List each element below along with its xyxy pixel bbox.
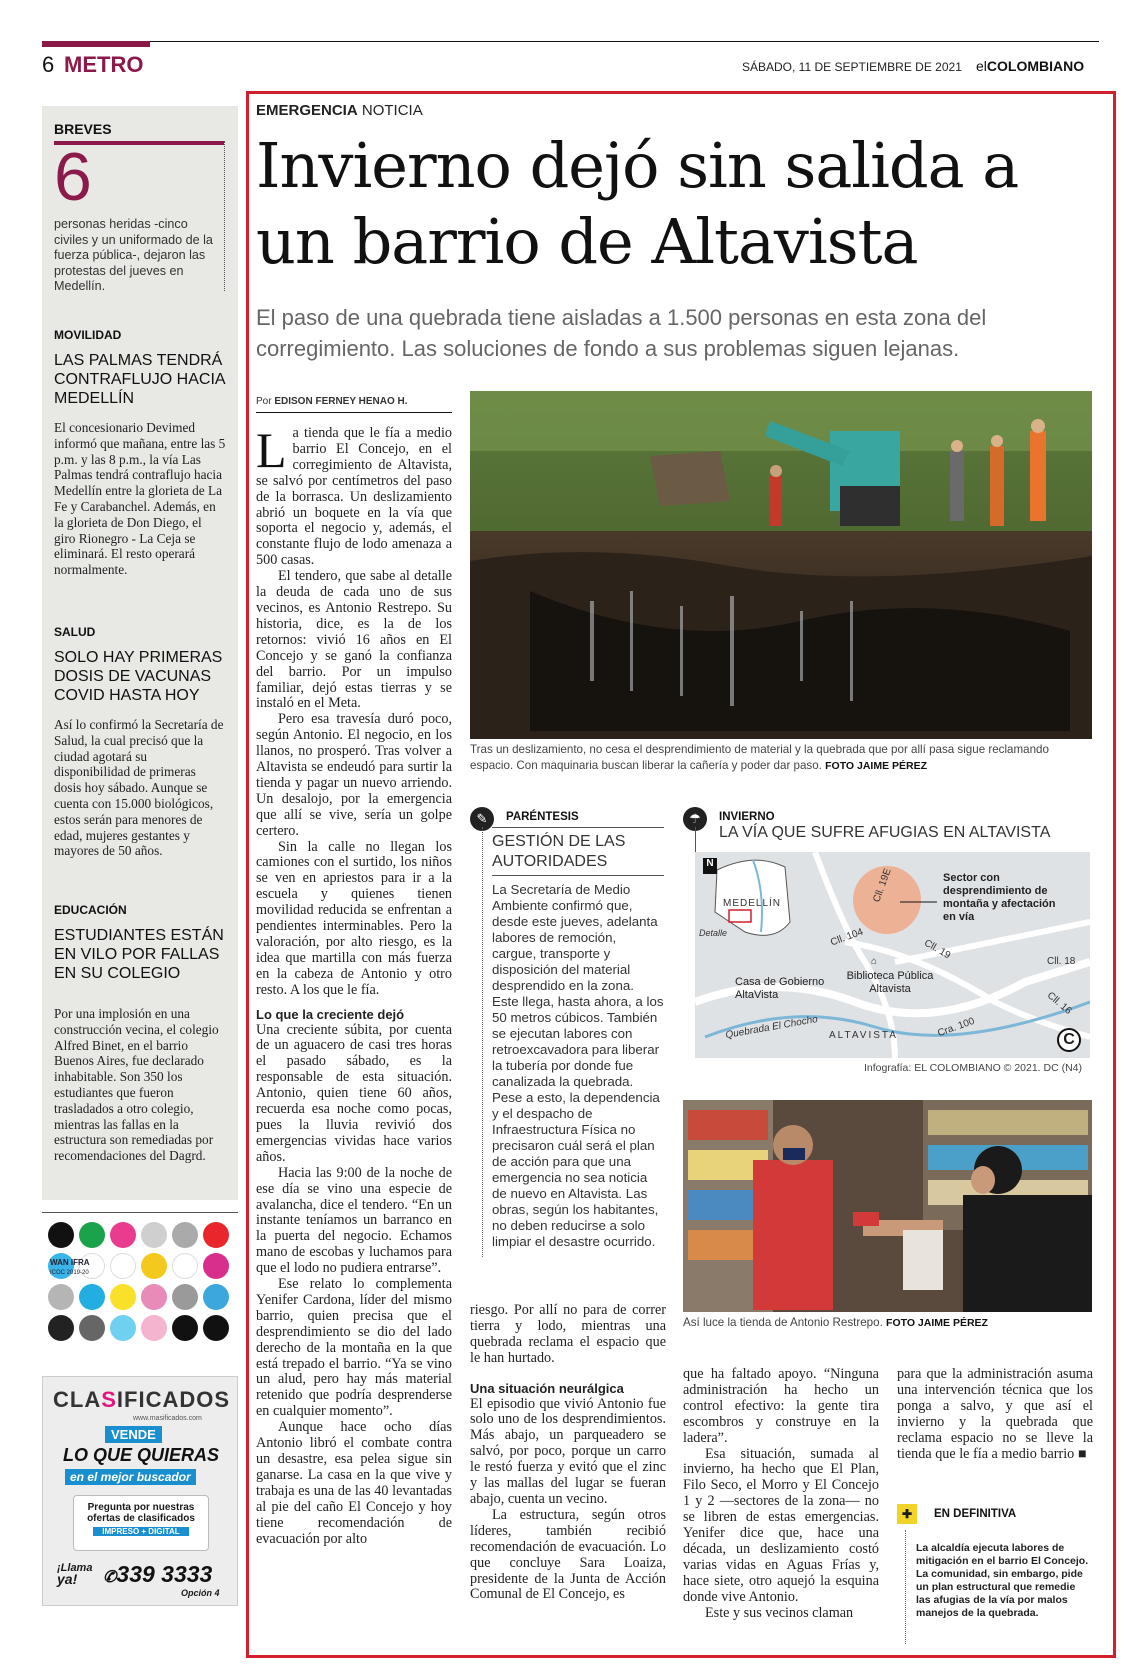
map-label-cll104: Cll. 104 [829, 926, 865, 949]
invierno-title: LA VÍA QUE SUFRE AFUGIAS EN ALTAVISTA [719, 824, 1051, 841]
ad-promo-1: Pregunta por nuestras [87, 1502, 195, 1513]
color-swatch [48, 1222, 74, 1248]
paragraph: Pero esa travesía duró poco, según Antonio. El negocio, en los llanos, no prosperó. Tras volver a Altavista se endeudó para surtir la tienda y pagar un nuevo arriendo. Un desalojo, por la emergencia que allí se vive, sería un golpe certero. [256, 711, 452, 839]
ad-promo-tag: IMPRESO + DIGITAL [93, 1527, 189, 1536]
paragraph: La estructura, según otros líderes, también recibió recomendación de evacuación. Lo que concluye Sara Loaiza, presidente de la Junta de Acción Comunal de El Concejo, es [470, 1506, 666, 1603]
article-kicker [256, 102, 423, 119]
page-number: 6 [42, 52, 55, 77]
byline-rule [256, 412, 452, 413]
ad-headline: LO QUE QUIERAS [63, 1445, 220, 1465]
color-swatch [110, 1222, 136, 1248]
parentesis-rule [492, 827, 664, 828]
drop-cap: L [256, 422, 287, 478]
paragraph: El tendero, que sabe al detalle la deuda de cada uno de sus vecinos, es Antonio Restrepo. Su historia, dice, es la de los retornos: vivió 16 años en El Concejo y se ganó la confianza del barrio. Por un impulso familiar, dejó estas tierras y se instaló en el Meta. [256, 568, 452, 712]
headline-line-2: un barrio de Altavista [256, 205, 918, 278]
color-swatch [203, 1284, 229, 1310]
article-column-4 [897, 1367, 1093, 1462]
brief-section: MOVILIDAD [54, 328, 122, 342]
kicker-rest: NOTICIA [361, 102, 423, 119]
color-swatch [110, 1284, 136, 1310]
article-column-3 [683, 1367, 879, 1622]
infografia-credit: Infografía: EL COLOMBIANO © 2021. DC (N4) [864, 1062, 1083, 1074]
ad-option: Opción 4 [181, 1588, 220, 1598]
ad-phone [103, 1561, 212, 1588]
color-swatch [48, 1315, 74, 1341]
brief-title: LAS PALMAS TENDRÁ CONTRAFLUJO HACIA MEDELLÍN [54, 352, 225, 407]
photo1-caption [470, 742, 1092, 774]
color-swatch [172, 1284, 198, 1310]
map-label-quebrada: Quebrada El Chocho [724, 1013, 819, 1042]
parentesis-rule-2 [492, 875, 664, 876]
paragraph: Esa situación, sumada al invierno, ha hecho que El Plan, Filo Seco, el Morro y El Concejo 1 y 2 —sectores de la zona— no se libren de estas emergencias. Yenifer dice que, hace una década, un deslizamiento costó varias vidas en Aguas Frías y, hace siete, otro aquejó la esquina donde vive Antonio. [683, 1445, 879, 1605]
color-swatch [203, 1315, 229, 1341]
paragraph: Hacia las 9:00 de la noche de ese día se vino una especie de avalancha, dice el tendero. “En un instante teníamos un barranco en la puerta del negocio. Echamos mano de escobas y luchamos para que el lodo no pudiera entrarse”. [256, 1164, 452, 1277]
byline-name: EDISON FERNEY HENAO H. [274, 396, 408, 407]
north-icon: N [703, 858, 717, 874]
brief-body: Así lo confirmó la Secretaría de Salud, la cual precisó que la ciudad agotará su disponibilidad de primeras dosis hoy sábado. Aunque se cuenta con 15.000 biológicos, estos serán para menores de edad, mujeres gestantes y mayores de 50 años. [54, 717, 224, 859]
logo-prefix: el [976, 58, 987, 74]
altavista-map [695, 852, 1090, 1058]
ad-brand-a: CLA [53, 1387, 102, 1412]
brief-body: Por una implosión en una construcción vecina, el colegio Alfred Binet, en el barrio Buenos Aires, fue declarado inhabitable. Son 350 los estudiantes que fueron trasladados a otro colegio, mientras las fallas en la estructura son remediadas por recomendaciones del Dagrd. [54, 1006, 219, 1164]
ad-sub: en el mejor buscador [65, 1469, 196, 1485]
map-label-cra100: Cra. 100 [936, 1015, 977, 1040]
issue-date: SÁBADO, 11 DE SEPTIEMBRE DE 2021 [742, 60, 962, 74]
color-swatch [172, 1315, 198, 1341]
parentesis-title: GESTIÓN DE LAS AUTORIDADES [492, 833, 626, 870]
paragraph: Ese relato lo complementa Yenifer Cardona, líder del mismo barrio, quien precisa que el desprendimiento se dio del lado derecho de la montaña en la que está trepado el barrio. “Ya se vino un alud, pero hay más material retenido que podría desprenderse en cualquier momento”. [256, 1276, 452, 1420]
paragraph: que ha faltado apoyo. “Ninguna administración ha hecho un control efectivo: la gente tira escombros y construye en la ladera”. [683, 1366, 879, 1446]
colorbar-label: WAN IFRA [50, 1258, 90, 1267]
breves-label: BREVES [54, 121, 112, 137]
clasificados-ad[interactable] [42, 1376, 238, 1606]
brief-title: ESTUDIANTES ESTÁN EN VILO POR FALLAS EN SU COLEGIO [54, 927, 224, 982]
headline-line-1: Invierno dejó sin salida a [256, 129, 1019, 202]
photo2-caption [683, 1315, 1092, 1331]
color-swatch [110, 1253, 136, 1279]
breves-number-text: personas heridas -cinco civiles y un uniformado de la fuerza pública-, dejaron las protestas del jueves en Medellín. [54, 217, 213, 293]
newspaper-logo [976, 58, 1084, 74]
byline-prefix: Por [256, 396, 272, 407]
checkered-icon: ✚ [897, 1504, 917, 1524]
parentesis-dotted-rule [482, 827, 483, 1257]
kicker-bold: EMERGENCIA [256, 102, 358, 119]
color-swatch [141, 1253, 167, 1279]
ad-phone-number: 339 3333 [116, 1561, 213, 1587]
brief-title: SOLO HAY PRIMERAS DOSIS DE VACUNAS COVID HASTA HOY [54, 649, 223, 704]
logo-text: COLOMBIANO [986, 58, 1085, 74]
ad-url: www.masificados.com [133, 1415, 202, 1422]
en-definitiva-label: EN DEFINITIVA [934, 1508, 1017, 1520]
color-swatch [203, 1253, 229, 1279]
ad-brand [53, 1387, 230, 1413]
color-swatch [79, 1315, 105, 1341]
subhead: Lo que la creciente dejó [256, 1006, 405, 1022]
map-label-casa: Casa de Gobierno AltaVista [735, 976, 825, 1001]
invierno-label: INVIERNO [719, 811, 775, 823]
map-label-cll19: Cll. 19 [922, 937, 953, 962]
breves-big-number: 6 [54, 139, 92, 215]
ad-promo-2: ofertas de clasificados [87, 1513, 195, 1524]
parentesis-body: La Secretaría de Medio Ambiente confirmó que, desde este jueves, adelanta labores de remoción, cargue, transporte y disposición del material desprendido en la zona. Este llega, hasta ahora, a los 50 metros cúbicos. También se ejecutan labores con retroexcavadora para liberar la tubería por donde fue canalizada la quebrada. Pese a esto, la dependencia y el despacho de Infraestructura Física no precisaron cuál será el plan de acción para que una emergencia no sea noticia de nuevo en Altavista. Las obras, según los habitantes, no deben reducirse a solo limpiar el desastre ocurrido. [492, 882, 664, 1249]
map-label-medellin: MEDELLÍN [723, 898, 782, 909]
article-column-1 [256, 422, 452, 1547]
en-definitiva-body: La alcaldía ejecuta labores de mitigación en el barrio El Concejo. La comunidad, sin embargo, pide un plan estructural que remedie las afugias de la vía por malos manejos de la quebrada. [916, 1542, 1089, 1619]
color-swatch [110, 1315, 136, 1341]
paragraph: El episodio que vivió Antonio fue solo uno de los desprendimientos. Más abajo, un parqueadero se salvó, por poco, porque un carro le restó fuerza y evitó que el zinc y las mallas del lugar se fueran abajo, cuenta un vecino. [470, 1395, 666, 1507]
section-name: METRO [64, 52, 144, 77]
map-label-altavista: ALTAVISTA [829, 1030, 898, 1041]
ad-brand-c: IFICADOS [116, 1387, 231, 1412]
subhead: Una situación neurálgica [470, 1380, 624, 1396]
paragraph: Este y sus vecinos claman [705, 1604, 854, 1621]
ad-vende: VENDE [105, 1426, 162, 1443]
article-column-2 [470, 1303, 666, 1603]
section-color-mark [42, 41, 150, 47]
ad-promo-box [73, 1495, 209, 1551]
color-swatch [172, 1222, 198, 1248]
color-calibration-bar [48, 1222, 232, 1352]
photo1-credit: FOTO JAIME PÉREZ [825, 760, 928, 772]
map-label-biblioteca: Biblioteca Pública Altavista [846, 970, 934, 995]
paragraph: riesgo. Por allí no para de correr tierra y lodo, mientras una quebrada reclama el espacio que le han hurtado. [470, 1302, 666, 1366]
colorbar-rule [42, 1212, 238, 1213]
breves-dotted-rule [224, 141, 225, 291]
paragraph: a tienda que le fía a medio barrio El Concejo, en el corregimiento de Altavista, se salvó por centímetros del paso de la borrasca. Un deslizamiento abrió un boquete en la vía que soporta el negocio y, además, el constante flujo de lodo amenaza a 500 casas. [256, 425, 452, 569]
parentesis-label: PARÉNTESIS [506, 811, 579, 823]
color-swatch [141, 1222, 167, 1248]
ad-brand-b: S [101, 1387, 117, 1412]
color-swatch [79, 1284, 105, 1310]
ad-call-2: ya! [57, 1571, 78, 1587]
phone-icon: ✆ [103, 1569, 117, 1586]
paragraph: Aunque hace ocho días Antonio libró el combate contra un desastre, esa pelea sigue sin ganarse. La casa en la que vive y trabaja es una de las 40 levantadas al pie del caño El Concejo y hoy tiene recomendación de evacuación por alto [256, 1419, 452, 1547]
color-swatch [141, 1315, 167, 1341]
photo1-caption-text: Tras un deslizamiento, no cesa el desprendimiento de material y la quebrada que por allí pasa sigue reclamando espacio. Con maquinaria buscan liberar la cañería y poder dar paso. [470, 743, 1049, 772]
library-icon: ⌂ [871, 956, 878, 967]
byline [256, 396, 408, 407]
color-swatch [79, 1222, 105, 1248]
colorbar-sublabel: ICOC 2019-20 [50, 1270, 89, 1276]
color-swatch [141, 1284, 167, 1310]
en-definitiva-dotted-rule [905, 1530, 906, 1644]
article-headline [256, 128, 1096, 280]
color-swatch [172, 1253, 198, 1279]
color-swatch [48, 1284, 74, 1310]
brief-section: EDUCACIÓN [54, 903, 127, 917]
map-label-sector: Sector con desprendimiento de montaña y afectación en vía [943, 872, 1056, 923]
map-label-cll18: Cll. 18 [1047, 956, 1076, 967]
photo2-caption-text: Así luce la tienda de Antonio Restrepo. [683, 1316, 883, 1329]
ad-call [57, 1563, 92, 1585]
top-rule [42, 41, 1099, 42]
photo-landslide-excavator [470, 391, 1092, 739]
map-label-cll16: Cll. 16 [1044, 990, 1074, 1017]
brief-section: SALUD [54, 625, 96, 639]
color-swatch [203, 1222, 229, 1248]
invierno-bracket [695, 827, 696, 852]
photo-store-owner [683, 1100, 1092, 1312]
paragraph: para que la administración asuma una intervención técnica que los ponga a salvo, y que así el invierno y la quebrada que reclama espacio no se lleve la tienda que le fía a medio barrio ■ [897, 1366, 1093, 1462]
pin-icon: ✎ [470, 807, 494, 831]
brief-body: El concesionario Devimed informó que mañana, entre las 5 p.m. y las 8 p.m., la vía Las Palmas tendrá contraflujo hacia Medellín entre la glorieta de La Fe y Carabanchel. Además, en la glorieta de Don Diego, el giro Rionegro - La Ceja se eliminará. El resto operará normalmente. [54, 420, 226, 578]
map-label-cll19e: Cll. 19E [871, 867, 894, 904]
paragraph: Una creciente súbita, por cuenta de un aguacero de casi tres horas el pasado sábado, es la responsable de esta situación. Antonio, quien tiene 60 años, recuerda esa noche como pocas, pues la lluvia revivió dos emergencias vividas hace varios años. [256, 1021, 452, 1165]
article-dek: El paso de una quebrada tiene aisladas a 1.500 personas en esta zona del corregimiento. Las soluciones de fondo a sus problemas siguen lejanas. [256, 305, 987, 361]
map-label-detalle: Detalle [699, 928, 728, 938]
ad-call-1: ¡Llama [57, 1562, 93, 1574]
cloud-rain-icon: ☂ [683, 807, 707, 831]
paragraph: Sin la calle no llegan los camiones con el surtido, los niños se ven en apriestos para ir a la escuela y quienes tienen movilidad reducida se enfrentan a pendientes interminables. Pero la valoración, por alto riesgo, es la idea que martilla con más fuerza en la cabeza de Antonio y otro resto. A los que le fía. [256, 838, 452, 998]
elcolombiano-c-icon: C [1057, 1028, 1081, 1052]
photo2-credit: FOTO JAIME PÉREZ [886, 1317, 988, 1329]
